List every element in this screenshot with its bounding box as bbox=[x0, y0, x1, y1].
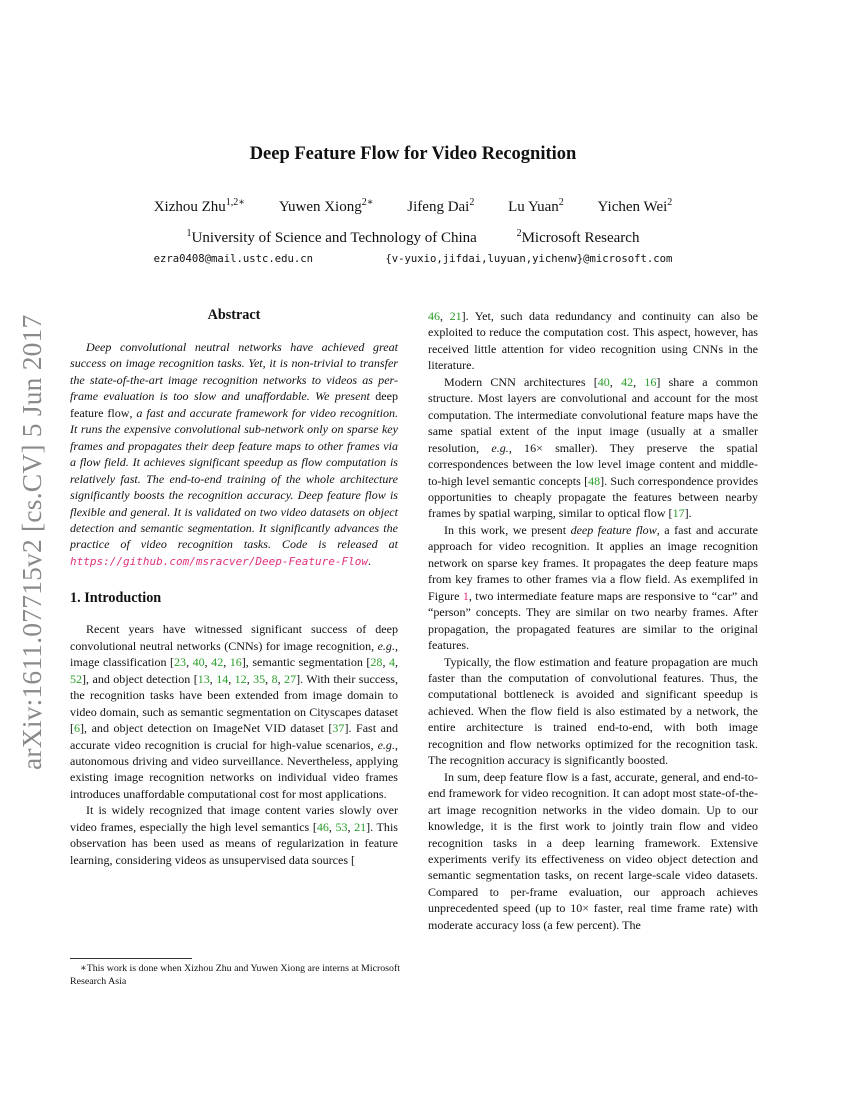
intro-paragraph-6: In sum, deep feature flow is a fast, accurate, general, and end-to-end framework for video recognition. It can adopt most state-of-the-art image recognition networks in the video domain. Up to our knowledge, it is the first work to jointly train flow and video recognition tasks in a deep learning framework. Extensive experiments verify its effectiveness on video object detection and semantic segmentation tasks, on recent large-scale video datasets. Compared to per-frame evaluation, our approach achieves unprecedented speed (up to 10× faster, real time frame rate) with moderate accuracy loss (a few percent). The bbox=[428, 769, 758, 932]
citation[interactable]: 35 bbox=[253, 671, 266, 686]
email: {v-yuxio,jifdai,luyuan,yichenw}@microsoft.com bbox=[385, 253, 673, 265]
citation[interactable]: 8 bbox=[271, 671, 278, 686]
citation[interactable]: 46 bbox=[428, 309, 441, 323]
figure-reference[interactable]: 1 bbox=[462, 588, 469, 603]
citation[interactable]: 42 bbox=[621, 374, 634, 389]
citation[interactable]: 14 bbox=[216, 671, 229, 686]
citation[interactable]: 12 bbox=[234, 671, 247, 686]
citation[interactable]: 53 bbox=[335, 819, 348, 834]
footnote: ∗This work is done when Xizhou Zhu and Yuwen Xiong are interns at Microsoft Research Asia bbox=[70, 963, 400, 987]
section-heading-introduction: 1. Introduction bbox=[70, 590, 162, 607]
author: Yichen Wei$^2$ bbox=[597, 197, 673, 215]
intro-paragraph-5: Typically, the flow estimation and feature propagation are much faster than the computation of convolutional features. Thus, the computational bottleneck is avoided and significant speedup is achieved. When the flow field is also estimated by a network, the entire architecture is trained end-to-end, with both image recognition and flow networks optimized for the recognition task. The recognition accuracy is significantly boosted. bbox=[428, 654, 758, 768]
citation[interactable]: 16 bbox=[229, 655, 242, 670]
citation[interactable]: 37 bbox=[332, 721, 345, 736]
citation[interactable]: 16 bbox=[644, 374, 657, 389]
author: Jifeng Dai$^2$ bbox=[407, 197, 475, 215]
citation[interactable]: 48 bbox=[588, 473, 601, 488]
affiliation-list bbox=[0, 230, 826, 247]
affiliation: $^1$University of Science and Technology of China bbox=[186, 228, 477, 246]
intro-paragraph-3: Modern CNN architectures [40, 42, 16] share a common structure. Most layers are convolutional and account for the most computation. The intermediate convolutional feature maps have the same spatial extent of the input image (usually at a smaller resolution, e.g., 16× smaller). They preserve the spatial correspondences between the low level image content and middle-to-high level semantic concepts [48]. Such correspondence provides opportunities to cheaply propagate the features between nearby frames by spatial warping, similar to optical flow [17]. bbox=[428, 374, 759, 521]
citation[interactable]: 13 bbox=[197, 671, 210, 686]
abstract-heading: Abstract bbox=[207, 307, 261, 323]
email-list bbox=[0, 253, 826, 265]
citation[interactable]: 40 bbox=[192, 655, 205, 670]
citation[interactable]: 27 bbox=[284, 671, 297, 686]
citation[interactable]: 46 bbox=[316, 819, 329, 834]
left-column bbox=[70, 306, 398, 868]
citation[interactable]: 40 bbox=[597, 374, 610, 389]
citation[interactable]: 42 bbox=[211, 655, 224, 670]
citation[interactable]: 52 bbox=[70, 671, 83, 686]
intro-paragraph-4: In this work, we present deep feature flow, a fast and accurate approach for video recognition. It applies an image recognition network on sparse key frames. It propagates the deep feature maps from key frames to other frames via a flow field. As exemplifed in Figure 1, two intermediate feature maps are responsive to “car” and “person” concepts. They are similar on two nearby frames. After propagation, the propagated features are similar to the original features. bbox=[428, 522, 758, 653]
citation[interactable]: 17 bbox=[672, 506, 685, 521]
paper-title: Deep Feature Flow for Video Recognition bbox=[249, 144, 577, 164]
author: Yuwen Xiong$^{2∗}$ bbox=[278, 197, 374, 215]
arxiv-identifier: arXiv:1611.07715v2 [cs.CV] 5 Jun 2017 bbox=[16, 314, 47, 770]
author: Xizhou Zhu$^{1,2∗}$ bbox=[153, 197, 246, 215]
intro-paragraph-2: It is widely recognized that image content varies slowly over video frames, especially the high level semantics [46, 53, 21]. This observation has been used as means of regularization in feature learning, considering videos as unsupervised data sources [ bbox=[70, 803, 398, 867]
email: ezra0408@mail.ustc.edu.cn bbox=[153, 253, 314, 265]
citation[interactable]: 23 bbox=[174, 655, 187, 670]
citation[interactable]: 28 bbox=[370, 655, 383, 670]
intro-paragraph-1: Recent years have witnessed significant success of deep convolutional neutral networks (CNNs) for image recognition, e.g., image classification [23, 40, 42, 16], semantic segmentation [28, 4, 52], and object detection [13, 14, 12, 35, 8, 27]. With their success, the recognition tasks have been extended from image domain to video domain, such as semantic segmentation on Cityscapes dataset [6], and object detection on ImageNet VID dataset [37]. Fast and accurate video recognition is crucial for high-value scenarios, e.g., autonomous driving and video surveillance. Nevertheless, applying existing image recognition networks on individual video frames introduces unaffordable computational cost for most applications. bbox=[70, 622, 399, 801]
right-column bbox=[428, 308, 758, 933]
author-list bbox=[0, 199, 826, 216]
intro-paragraph-2-continued: 46, 21]. Yet, such data redundancy and continuity can also be exploited to reduce the computation cost. This aspect, however, has received little attention for video recognition using CNNs in the literature. bbox=[428, 309, 758, 373]
affiliation: $^2$Microsoft Research bbox=[516, 228, 640, 246]
abstract-body: Deep convolutional neutral networks have achieved great success on image recognition tasks. Yet, it is non-trivial to transfer the state-of-the-art image recognition networks to videos as per-frame evaluation is too slow and unaffordable. We present deep feature flow, a fast and accurate framework for video recognition. It runs the expensive convolutional sub-network only on sparse key frames and propagates their deep feature maps to other frames via a flow field. It achieves significant speedup as flow computation is relatively fast. The end-to-end training of the whole architecture significantly boosts the recognition accuracy. Deep feature flow is flexible and general. It is validated on two video datasets on object detection and semantic segmentation. It significantly advances the practice of video recognition tasks. Code is released at https://github.com/msracver/Deep-Feature-Flow. bbox=[70, 340, 399, 568]
footnote-divider bbox=[70, 958, 192, 959]
citation[interactable]: 6 bbox=[74, 721, 81, 736]
code-link[interactable]: https://github.com/msracver/Deep-Feature-Flow bbox=[70, 554, 369, 568]
citation[interactable]: 4 bbox=[388, 655, 396, 670]
author: Lu Yuan$^2$ bbox=[508, 197, 564, 215]
citation[interactable]: 21 bbox=[354, 819, 367, 834]
citation[interactable]: 21 bbox=[449, 309, 462, 323]
